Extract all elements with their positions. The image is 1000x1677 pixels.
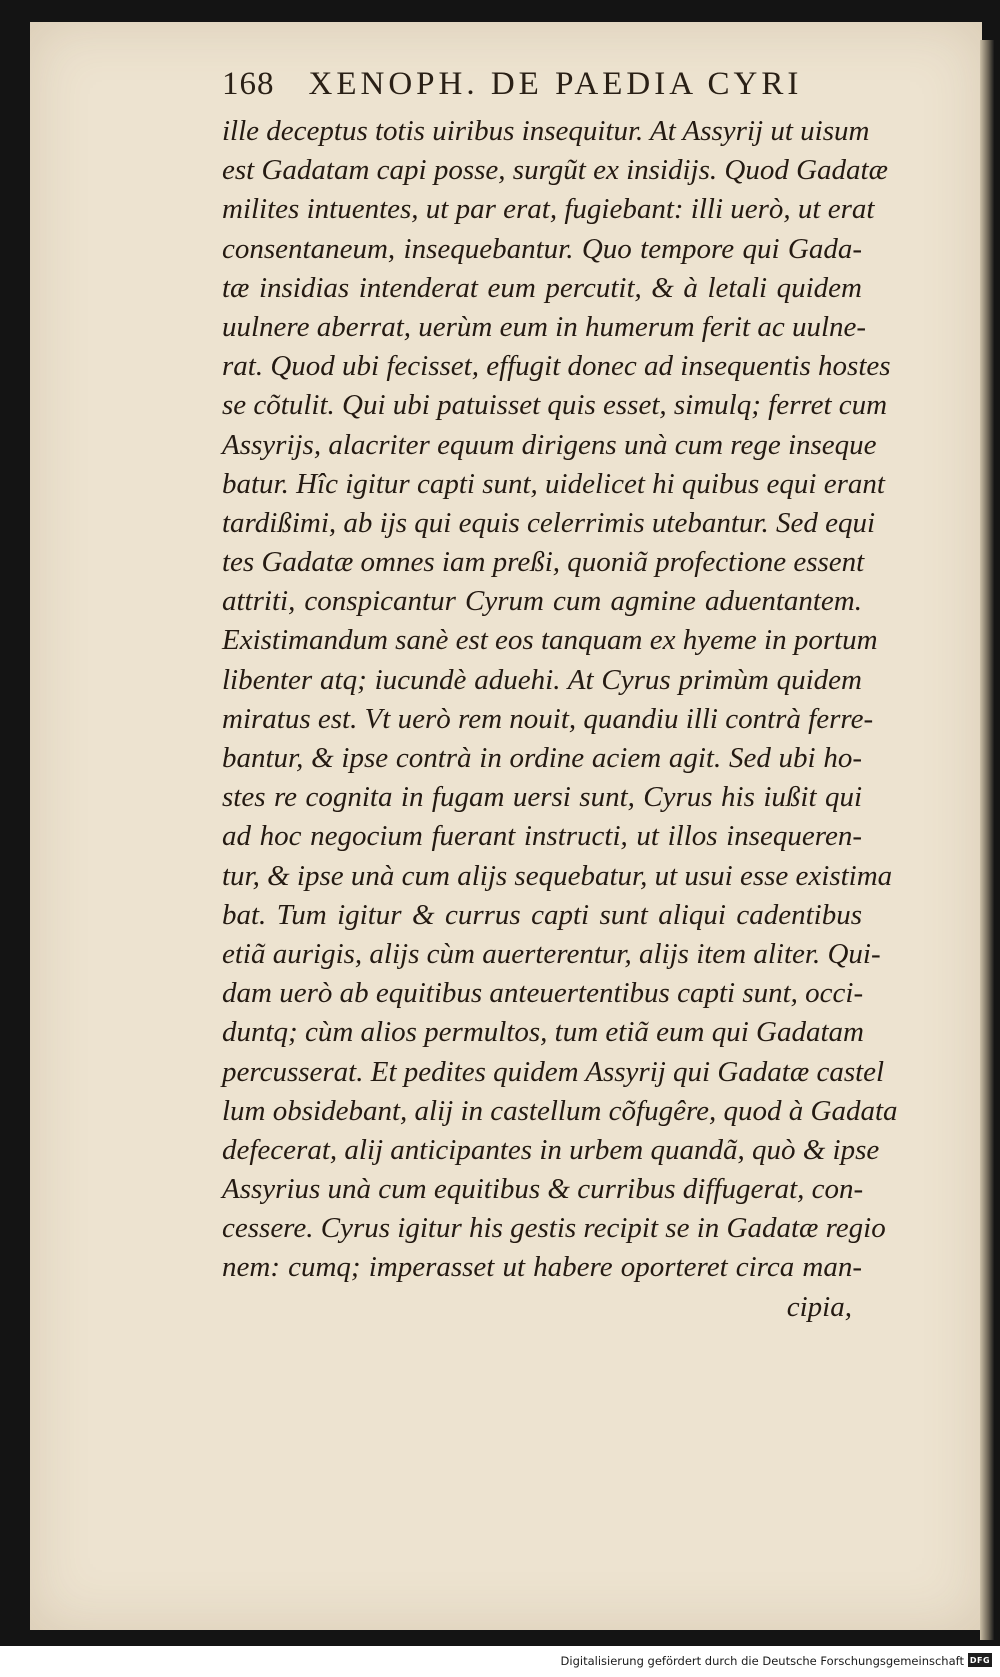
text-line: ille deceptus totis uiribus insequitur. At Assyrij ut uisum: [222, 115, 870, 147]
text-line: cessere. Cyrus igitur his gestis recipit se in Gadatæ regio: [222, 1212, 886, 1245]
text-line: milites intuentes, ut par erat, fugiebant: illi uerò, ut erat: [222, 193, 875, 226]
text-line: stes re cognita in fugam uersi sunt, Cyrus his iußit qui: [222, 781, 862, 814]
text-line: percusserat. Et pedites quidem Assyrij qui Gadatæ castel: [222, 1055, 885, 1088]
running-head: [222, 62, 842, 106]
text-line: attriti, conspicantur Cyrum cum agmine aduentantem.: [222, 585, 862, 618]
text-line: etiã aurigis, alijs cùm auerterentur, alijs item aliter. Qui-: [222, 937, 881, 970]
text-line: batur. Hîc igitur capti sunt, uidelicet hi quibus equi erant: [222, 467, 885, 500]
text-line: rat. Quod ubi fecisset, effugit donec ad insequentis hostes: [222, 350, 891, 383]
text-line: cipia,: [786, 1290, 852, 1323]
text-line: est Gadatam capi posse, surgũt ex insidijs. Quod Gadatæ: [222, 154, 888, 187]
text-line: tæ insidias intenderat eum percutit, & à letali quidem: [222, 271, 862, 304]
text-line: duntq; cùm alios permultos, tum etiã eum qui Gadatam: [222, 1016, 864, 1049]
text-line: tur, & ipse unà cum alijs sequebatur, ut usui esse existima: [222, 859, 893, 892]
text-line: consentaneum, insequebantur. Quo tempore qui Gada-: [222, 232, 862, 265]
text-line: Assyrijs, alacriter equum dirigens unà cum rege inseque: [222, 428, 877, 461]
text-line: defecerat, alij anticipantes in urbem quandã, quò & ipse: [222, 1133, 880, 1166]
text-line: ad hoc negocium fuerant instructi, ut illos insequeren-: [222, 820, 862, 853]
text-line: nem: cumq; imperasset ut habere oporteret circa man-: [222, 1251, 862, 1284]
text-line: miratus est. Vt uerò rem nouit, quandiu illi contrà ferre-: [222, 702, 874, 735]
text-line: libenter atq; iucundè aduehi. At Cyrus primùm quidem: [222, 663, 862, 696]
body-text: [222, 112, 898, 1327]
text-line: bantur, & ipse contrà in ordine aciem agit. Sed ubi ho-: [222, 742, 862, 774]
dfg-logo: DFG: [968, 1653, 992, 1667]
text-line: tardißimi, ab ijs qui equis celerrimis utebantur. Sed equi: [222, 506, 875, 539]
text-line: Assyrius unà cum equitibus & curribus diffugerat, con-: [222, 1173, 864, 1206]
footer-credit: Digitalisierung gefördert durch die Deutsche Forschungsgemeinschaft: [560, 1654, 964, 1668]
footer-bar: [0, 1646, 1000, 1677]
page-edge: [980, 40, 994, 1640]
text-line: dam uerò ab equitibus anteuertentibus capti sunt, occi-: [222, 977, 864, 1010]
text-line: lum obsidebant, alij in castellum cõfugêre, quod à Gadata: [222, 1094, 898, 1127]
text-line: uulnere aberrat, uerùm eum in humerum ferit ac uulne-: [222, 310, 867, 343]
page-number: 168: [222, 65, 275, 102]
text-line: se cõtulit. Qui ubi patuisset quis esset, simulq; ferret cum: [222, 389, 888, 422]
text-line: bat. Tum igitur & currus capti sunt aliqui cadentibus: [222, 898, 862, 931]
text-line: Existimandum sanè est eos tanquam ex hyeme in portum: [222, 624, 878, 657]
running-title: XENOPH. DE PAEDIA CYRI: [308, 65, 803, 102]
text-line: tes Gadatæ omnes iam preßi, quoniã profectione essent: [222, 546, 865, 579]
